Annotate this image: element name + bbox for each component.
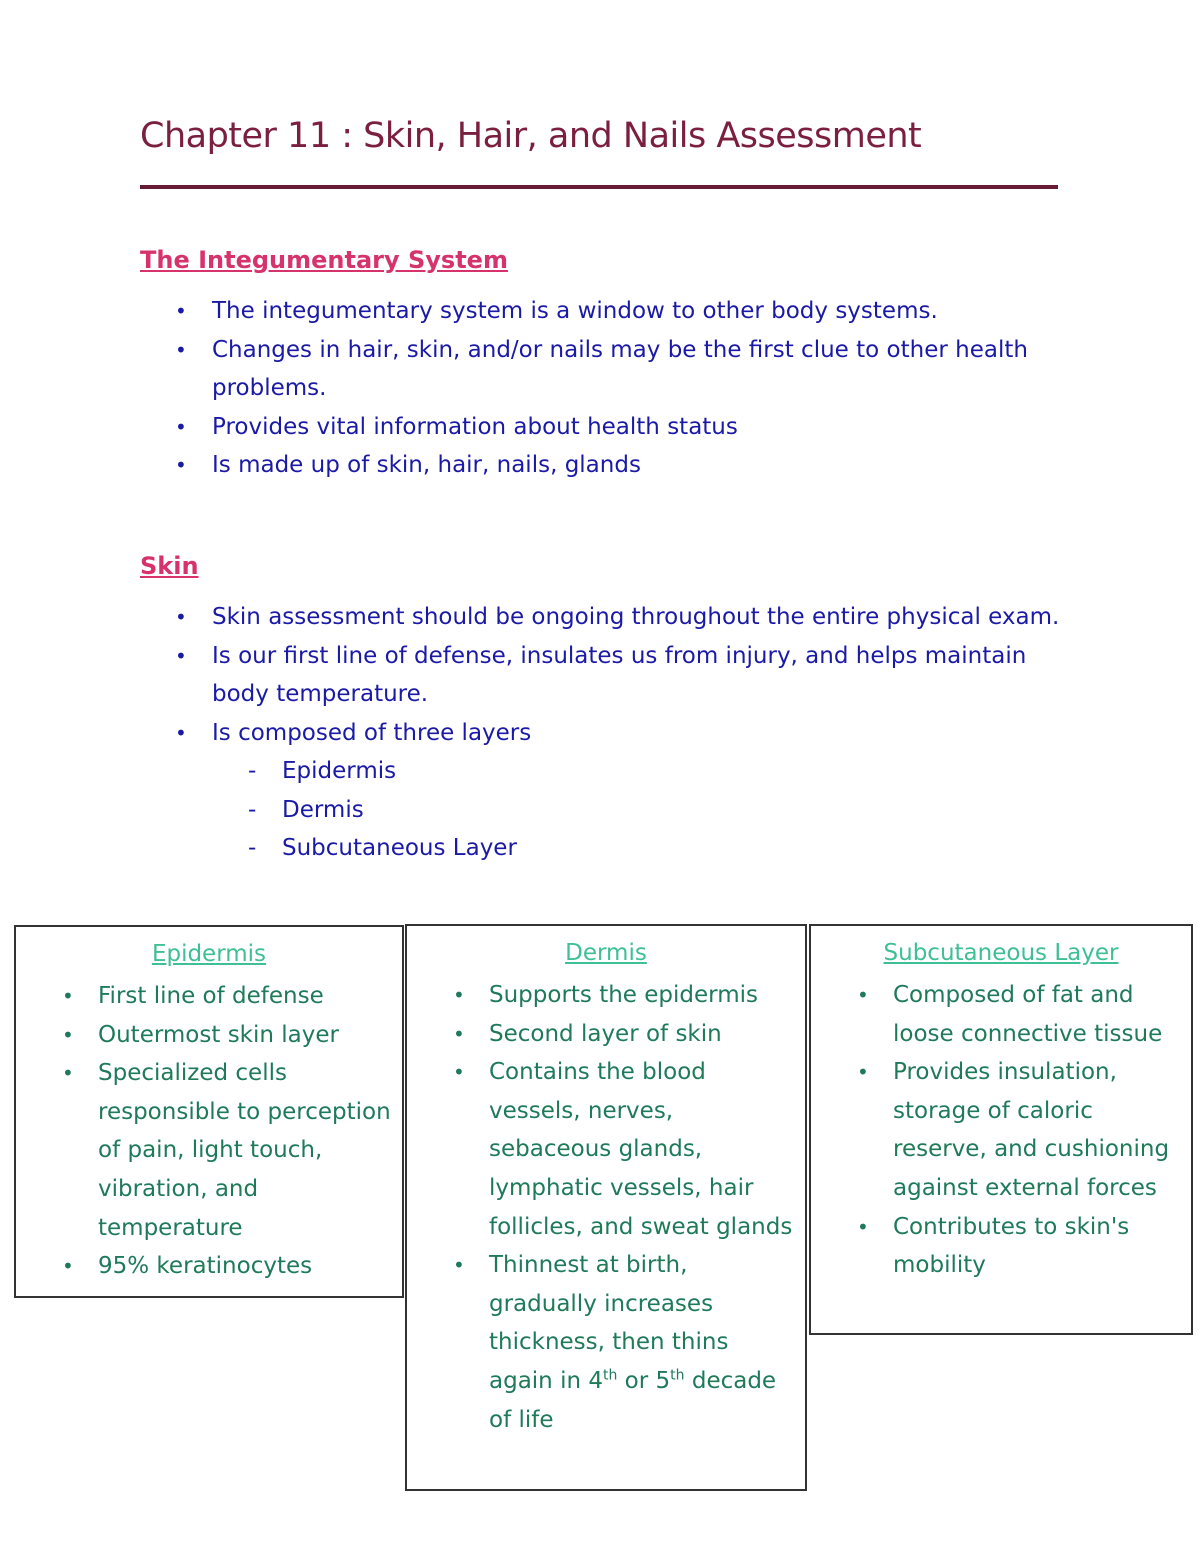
- sub-list-item: - Subcutaneous Layer: [212, 829, 1070, 868]
- list-item: • Changes in hair, skin, and/or nails may be the first clue to other health problems.: [140, 331, 1070, 408]
- list-item: • Is made up of skin, hair, nails, glands: [140, 446, 1070, 485]
- list-item: • Composed of fat and loose connective tissue: [811, 976, 1191, 1053]
- sub-list-item: - Epidermis: [212, 752, 1070, 791]
- title-divider: [140, 185, 1058, 189]
- list-item: • Provides vital information about health status: [140, 408, 1070, 447]
- list-item: • 95% keratinocytes: [16, 1247, 402, 1286]
- bullet-icon: •: [175, 414, 187, 439]
- bullet-icon: •: [175, 299, 187, 323]
- bullet-icon: •: [857, 1214, 869, 1239]
- bullet-icon: •: [175, 720, 187, 745]
- list-item: • First line of defense: [16, 977, 402, 1016]
- dermis-list: [407, 976, 805, 1439]
- sub-list-item: - Dermis: [212, 791, 1070, 830]
- list-item: • Contains the blood vessels, nerves, sebaceous glands, lymphatic vessels, hair follicles, and sweat glands: [407, 1053, 805, 1246]
- page-title: Chapter 11 : Skin, Hair, and Nails Assessment: [140, 116, 922, 156]
- list-item: • Second layer of skin: [407, 1015, 805, 1054]
- list-item: • The integumentary system is a window to other body systems.: [140, 292, 1070, 331]
- bullet-icon: •: [857, 1060, 869, 1085]
- bullet-icon: •: [453, 1021, 465, 1046]
- bullet-icon: •: [175, 643, 187, 668]
- bullet-icon: •: [62, 1022, 74, 1047]
- epidermis-list: [16, 977, 402, 1286]
- section-heading-skin: Skin: [140, 552, 199, 580]
- bullet-icon: •: [62, 984, 74, 1008]
- dash-icon: -: [248, 758, 257, 784]
- bullet-icon: •: [62, 1061, 74, 1086]
- dermis-heading: Dermis: [565, 940, 647, 966]
- list-item: • Specialized cells responsible to perception of pain, light touch, vibration, and temperature: [16, 1054, 402, 1247]
- epidermis-heading: Epidermis: [151, 941, 267, 967]
- list-item: • Contributes to skin's mobility: [811, 1208, 1191, 1285]
- bullet-icon: •: [453, 983, 465, 1007]
- bullet-icon: •: [453, 1060, 465, 1085]
- dermis-box: [405, 924, 807, 1491]
- list-item: • Skin assessment should be ongoing throughout the entire physical exam.: [140, 598, 1070, 637]
- list-item: • Outermost skin layer: [16, 1016, 402, 1055]
- list-item: • Supports the epidermis: [407, 976, 805, 1015]
- bullet-icon: •: [62, 1254, 74, 1279]
- bullet-icon: •: [175, 453, 187, 477]
- list-item: • Is composed of three layers - Epidermis - Dermis - Subcutaneous Layer: [140, 714, 1070, 868]
- dash-icon: -: [248, 835, 257, 861]
- bullet-icon: •: [175, 605, 187, 629]
- layer-sublist: [212, 752, 1070, 868]
- bullet-icon: •: [857, 983, 869, 1007]
- skin-list: [140, 598, 1070, 868]
- integumentary-list: [140, 292, 1070, 485]
- subcutaneous-box: [809, 924, 1193, 1335]
- list-item: • Thinnest at birth, gradually increases thickness, then thins again in 4th or 5th decade of life: [407, 1246, 805, 1439]
- epidermis-box: [14, 925, 404, 1298]
- list-item: • Provides insulation, storage of caloric reserve, and cushioning against external forces: [811, 1053, 1191, 1207]
- list-item: • Is our first line of defense, insulates us from injury, and helps maintain body temperature.: [140, 637, 1070, 714]
- subcutaneous-list: [811, 976, 1191, 1285]
- section-heading-integumentary: The Integumentary System: [140, 246, 508, 274]
- bullet-icon: •: [453, 1253, 465, 1278]
- dash-icon: -: [248, 796, 257, 823]
- subcutaneous-heading: Subcutaneous Layer: [883, 940, 1119, 966]
- bullet-icon: •: [175, 337, 187, 362]
